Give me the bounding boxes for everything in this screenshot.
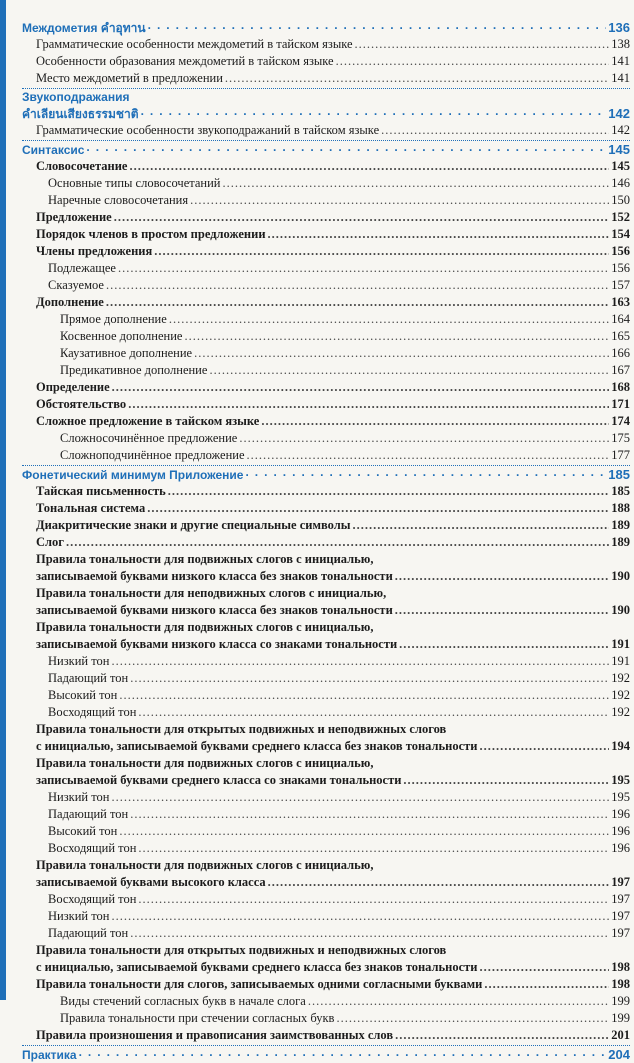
toc-page-number: 150 [611,193,630,207]
toc-entry[interactable] [22,925,630,942]
toc-entry-title: Сказуемое [48,278,104,292]
toc-entry-title: Правила тональности для слогов, записываемых одними согласными буквами [36,977,483,991]
toc-page-number: 174 [611,414,630,428]
toc-entry[interactable] [22,277,630,294]
toc-entry[interactable] [22,874,630,891]
dot-leader [138,840,609,857]
toc-page-number: 156 [611,244,630,258]
toc-page-number: 192 [611,671,630,685]
toc-page-number: 166 [611,346,630,360]
toc-entry[interactable] [22,430,630,447]
toc-entry[interactable] [22,447,630,464]
dot-leader [128,396,609,413]
toc-page-number: 146 [611,176,630,190]
dot-leader [118,260,609,277]
toc-entry-title: с инициалью, записываемой буквами среднего класса без знаков тональности [36,739,478,753]
toc-entry[interactable] [22,209,630,226]
toc-page-number: 156 [611,261,630,275]
toc-page-number: 145 [608,142,630,157]
toc-entry-title: Восходящий тон [48,892,137,906]
dot-leader [119,823,609,840]
dot-leader [147,500,609,517]
toc-page-number: 192 [611,688,630,702]
toc-page-number: 152 [611,210,630,224]
dot-leader [86,142,606,158]
toc-entry[interactable] [22,36,630,53]
toc-page-number: 194 [611,739,630,753]
toc-entry[interactable] [22,260,630,277]
toc-section [22,88,630,139]
toc-page-number: 163 [611,295,630,309]
toc-entry-title: Основные типы словосочетаний [48,176,221,190]
dot-leader [106,294,609,311]
toc-page-number: 157 [611,278,630,292]
toc-entry-title-line: Правила тональности для неподвижных слогов с инициалью, [36,586,387,600]
toc-page-number: 196 [611,841,630,855]
toc-entry-title-line: Правила тональности для подвижных слогов с инициалью, [36,858,374,872]
toc-section [22,1045,630,1063]
dot-leader [209,362,609,379]
dot-leader [119,687,609,704]
toc-entry-title: Диакритические знаки и другие специальные символы [36,518,351,532]
toc-entry[interactable] [22,311,630,328]
toc-page-number: 196 [611,807,630,821]
dot-leader [184,328,609,345]
dot-leader [111,653,609,670]
toc-entry[interactable] [22,636,630,653]
toc-entry[interactable] [22,823,630,840]
toc-entry-title: Сложное предложение в тайском языке [36,414,260,428]
toc-entry-title: Восходящий тон [48,841,137,855]
dot-leader [106,277,609,294]
toc-page-number: 201 [611,1028,630,1042]
toc-entry-title: Наречные словосочетания [48,193,189,207]
toc-entry-title: Каузативное дополнение [60,346,193,360]
toc-page-number: 199 [611,1011,630,1025]
dot-leader [66,534,609,551]
toc-entry[interactable] [22,789,630,806]
toc-entry-title: Порядок членов в простом предложении [36,227,266,241]
dot-leader [130,670,609,687]
toc-page-number: 138 [611,37,630,51]
dot-leader [148,20,607,36]
toc-entry[interactable] [22,670,630,687]
toc-section-heading[interactable] [22,141,630,158]
toc-entry[interactable] [22,738,630,755]
toc-entry[interactable] [22,568,630,585]
toc-entry-title: записываемой буквами низкого класса со знаками тональности [36,637,398,651]
dot-leader [268,874,610,891]
toc-entry-title: записываемой буквами низкого класса без знаков тональности [36,569,393,583]
toc-entry-title: Практика [22,1048,77,1062]
toc-page-number: 197 [611,875,630,889]
toc-entry[interactable] [22,653,630,670]
toc-entry[interactable] [22,1027,630,1044]
toc-entry[interactable] [22,226,630,243]
toc-section-heading[interactable] [22,466,630,483]
toc-entry[interactable] [22,891,630,908]
toc-entry-title: Предложение [36,210,112,224]
toc-entry-title: Предикативное дополнение [60,363,208,377]
dot-leader [399,636,609,653]
toc-page-number: 165 [611,329,630,343]
dot-leader [239,430,609,447]
toc-entry-title: Подлежащее [48,261,116,275]
toc-entry[interactable] [22,704,630,721]
dot-leader [381,122,609,139]
toc-section [22,465,630,1044]
toc-entry-title: Восходящий тон [48,705,137,719]
toc-entry-title: записываемой буквами среднего класса со знаками тональности [36,773,402,787]
toc-entry-title: Падающий тон [48,671,129,685]
toc-entry[interactable] [22,396,630,413]
table-of-contents [22,18,630,1063]
toc-entry[interactable] [22,534,630,551]
toc-entry[interactable] [22,175,630,192]
toc-entry-title: Словосочетание [36,159,128,173]
toc-entry-title: Низкий тон [48,790,110,804]
toc-entry-title: Высокий тон [48,824,118,838]
toc-page-number: 175 [611,431,630,445]
toc-entry[interactable] [22,993,630,1010]
toc-page-number: 189 [611,518,630,532]
toc-page-number: 195 [611,773,630,787]
toc-entry[interactable] [22,908,630,925]
toc-entry-title: Обстоятельство [36,397,127,411]
toc-entry[interactable] [22,122,630,139]
toc-page-number: 199 [611,994,630,1008]
dot-leader [223,175,610,192]
toc-page-number: 167 [611,363,630,377]
toc-entry-title-line: Правила тональности для подвижных слогов с инициалью, [36,620,374,634]
toc-entry-title: записываемой буквами низкого класса без знаков тональности [36,603,393,617]
dot-leader [479,738,609,755]
toc-entry[interactable] [22,840,630,857]
dot-leader [141,106,607,122]
toc-entry-title: Члены предложения [36,244,153,258]
toc-entry[interactable] [22,517,630,534]
toc-section-heading[interactable] [22,1046,630,1063]
toc-entry-title: Низкий тон [48,909,110,923]
toc-page-number: 154 [611,227,630,241]
toc-entry[interactable] [22,976,630,993]
toc-entry[interactable] [22,345,630,362]
dot-leader [403,772,609,789]
toc-page-number: 198 [611,977,630,991]
toc-page-number: 197 [611,909,630,923]
dot-leader [261,413,609,430]
dot-leader [479,959,609,976]
toc-entry[interactable] [22,1010,630,1027]
dot-leader [114,209,610,226]
toc-page-number: 195 [611,790,630,804]
dot-leader [336,1010,609,1027]
toc-entry[interactable] [22,483,630,500]
toc-entry[interactable] [22,772,630,789]
toc-page-number: 145 [611,159,630,173]
toc-entry-title-line: Правила тональности для подвижных слогов с инициалью, [36,552,374,566]
toc-entry-title: Правила произношения и правописания заимствованных слов [36,1028,394,1042]
toc-entry-title: Низкий тон [48,654,110,668]
toc-page-number: 190 [611,603,630,617]
toc-entry-title-line: Правила тональности для открытых подвижных и неподвижных слогов [36,722,447,736]
toc-page-number: 168 [611,380,630,394]
toc-page-number: 191 [611,654,630,668]
toc-entry-title: Слог [36,535,64,549]
dot-leader [111,789,609,806]
dot-leader [130,806,609,823]
toc-entry-title: Виды стечений согласных букв в начале слога [60,994,306,1008]
dot-leader [190,192,609,209]
dot-leader [154,243,609,260]
toc-entry-title-line: Правила тональности для открытых подвижных и неподвижных слогов [36,943,447,957]
toc-entry[interactable] [22,192,630,209]
dot-leader [194,345,609,362]
blue-edge-stripe [0,0,6,1000]
section-title-line: Звукоподражания [22,90,130,104]
toc-entry[interactable] [22,379,630,396]
dot-leader [247,447,610,464]
toc-page-number: 141 [611,54,630,68]
dot-leader [129,158,609,175]
toc-page-number: 198 [611,960,630,974]
dot-leader [225,70,609,87]
toc-page-number: 197 [611,926,630,940]
toc-entry-title: Синтаксис [22,143,85,157]
dot-leader [169,311,609,328]
toc-page-number: 164 [611,312,630,326]
toc-entry[interactable] [22,53,630,70]
toc-entry-title: записываемой буквами высокого класса [36,875,266,889]
dot-leader [245,467,606,483]
dot-leader [79,1047,607,1063]
dot-leader [268,226,610,243]
toc-entry-title: Тональная система [36,501,146,515]
toc-entry-title: Прямое дополнение [60,312,167,326]
toc-entry-title: Фонетический минимум Приложение [22,468,244,482]
toc-page-number: 197 [611,892,630,906]
dot-leader [168,483,609,500]
toc-page-number: 141 [611,71,630,85]
toc-entry-title: คำเลียนเสียงธรรมชาติ [22,107,139,121]
toc-page-number: 204 [608,1047,630,1062]
toc-entry-title: Междометия คำอุทาน [22,21,146,35]
toc-entry[interactable] [22,413,630,430]
toc-page-number: 177 [611,448,630,462]
dot-leader [112,379,610,396]
toc-page-number: 190 [611,569,630,583]
toc-entry[interactable] [22,602,630,619]
toc-entry-title: Падающий тон [48,926,129,940]
dot-leader [138,891,609,908]
toc-entry-title: Сложноподчинённое предложение [60,448,245,462]
dot-leader [355,36,610,53]
toc-entry[interactable] [22,70,630,87]
toc-entry-title: Дополнение [36,295,104,309]
toc-entry-title: Правила тональности при стечении согласных букв [60,1011,335,1025]
toc-entry-title: Грамматические особенности звукоподражаний в тайском языке [36,123,380,137]
toc-entry[interactable] [22,959,630,976]
dot-leader [395,568,609,585]
toc-page-number: 171 [611,397,630,411]
dot-leader [130,925,609,942]
toc-entry[interactable] [22,362,630,379]
toc-entry-title: Место междометий в предложении [36,71,223,85]
toc-entry[interactable] [22,500,630,517]
toc-page-number: 185 [611,484,630,498]
toc-entry-title: Определение [36,380,110,394]
toc-entry-title: Особенности образования междометий в тайском языке [36,54,334,68]
dot-leader [336,53,610,70]
toc-entry-title: Падающий тон [48,807,129,821]
toc-entry-title: Грамматические особенности междометий в тайском языке [36,37,353,51]
toc-entry-title: Тайская письменность [36,484,166,498]
toc-entry[interactable] [22,243,630,260]
toc-section [22,140,630,464]
toc-section-heading[interactable] [22,105,630,122]
toc-page-number: 188 [611,501,630,515]
toc-section [22,19,630,87]
dot-leader [395,602,609,619]
toc-page-number: 189 [611,535,630,549]
toc-entry[interactable] [22,687,630,704]
dot-leader [111,908,609,925]
toc-page-number: 196 [611,824,630,838]
toc-entry-title: Сложносочинённое предложение [60,431,238,445]
toc-entry[interactable] [22,294,630,311]
dot-leader [484,976,609,993]
toc-entry[interactable] [22,806,630,823]
toc-page-number: 136 [608,20,630,35]
toc-page-number: 185 [608,467,630,482]
dot-leader [352,517,609,534]
toc-entry-title: Высокий тон [48,688,118,702]
toc-page-number: 142 [611,123,630,137]
dot-leader [308,993,609,1010]
toc-entry-title: Косвенное дополнение [60,329,183,343]
toc-page-number: 142 [608,106,630,121]
toc-entry[interactable] [22,328,630,345]
toc-entry-title: с инициалью, записываемой буквами среднего класса без знаков тональности [36,960,478,974]
toc-page-number: 192 [611,705,630,719]
toc-entry[interactable] [22,158,630,175]
dot-leader [395,1027,609,1044]
toc-page-number: 191 [611,637,630,651]
toc-section-heading[interactable] [22,19,630,36]
dot-leader [138,704,609,721]
toc-entry-title-line: Правила тональности для подвижных слогов с инициалью, [36,756,374,770]
